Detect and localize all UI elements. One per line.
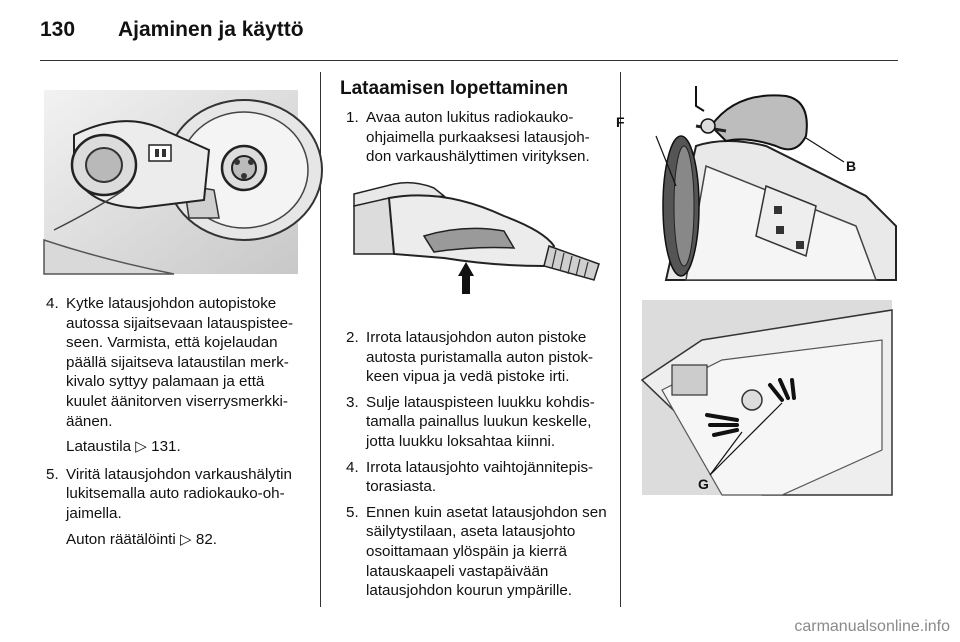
instruction-list-left [46,294,308,549]
item-text: Irrota latausjohto vaihtojännitepistorasiasta. [366,458,594,496]
list-item [346,393,608,452]
list-item [346,108,608,167]
list-item [346,328,608,387]
plug-release-illustration [354,176,602,300]
instruction-list-middle [346,328,608,601]
section-title: Lataamisen lopettaminen [340,78,569,99]
label-b: B [846,158,857,174]
list-item [46,465,308,524]
cross-reference: Auton räätälöinti ▷ 82. [66,530,217,548]
item-text: Avaa auton lukitus radiokaukoohjaimella purkaaksesi latausjohdon varkaushälyttimen virityksen. [366,109,590,166]
item-text: Irrota latausjohdon auton pistoke autosta puristamalla auton pistokkeen vipua ja vedä pistoke irti. [366,329,594,386]
item-number: 3. [346,393,359,411]
middle-item-1 [346,108,608,173]
item-text: Ennen kuin asetat latausjohdon sen säilytystilaan, aseta latausjohto osoittamaan ylöspäin ja kierrä latauskaapeli vastapäivään latausjohdon kourun ympärille. [366,503,607,600]
list-item [46,294,308,431]
label-g: G [698,476,709,492]
list-item [346,503,608,601]
cord-hooks-illustration [642,300,892,495]
cross-reference: Lataustila ▷ 131. [66,438,181,456]
page-number: 130 [40,18,76,41]
column-divider-right [620,72,621,607]
page-title: Ajaminen ja käyttö [118,18,304,41]
label-f: F [616,114,625,130]
item-number: 4. [46,295,59,312]
item-number: 4. [346,458,359,476]
item-number: 2. [346,329,359,346]
charging-port-illustration [44,90,298,274]
item-text: Sulje latauspisteen luukku kohdistamalla painallus luukun keskelle, jotta luukku loksahtaa kiinni. [366,393,595,450]
middle-column-text [346,328,608,607]
cord-storage-illustration [616,76,896,280]
item-text: Kytke latausjohdon autopistoke autossa sijaitsevaan latauspisteeseen. Varmista, että kojelaudan päällä sijaitseva lataustilan merkkivalo syttyy palamaan ja että kuulet äänitorven viserrysmerkkiäänen. [66,295,294,430]
item-text: Viritä latausjohdon varkaushälytin lukitsemalla auto radiokauko-ohjaimella. [66,465,292,522]
item-number: 5. [46,465,59,483]
list-item [346,458,608,497]
left-column-text [46,294,308,557]
item-number: 5. [346,503,359,521]
item-number: 1. [346,109,359,126]
watermark: carmanualsonline.info [794,618,950,635]
header-rule [40,60,898,61]
